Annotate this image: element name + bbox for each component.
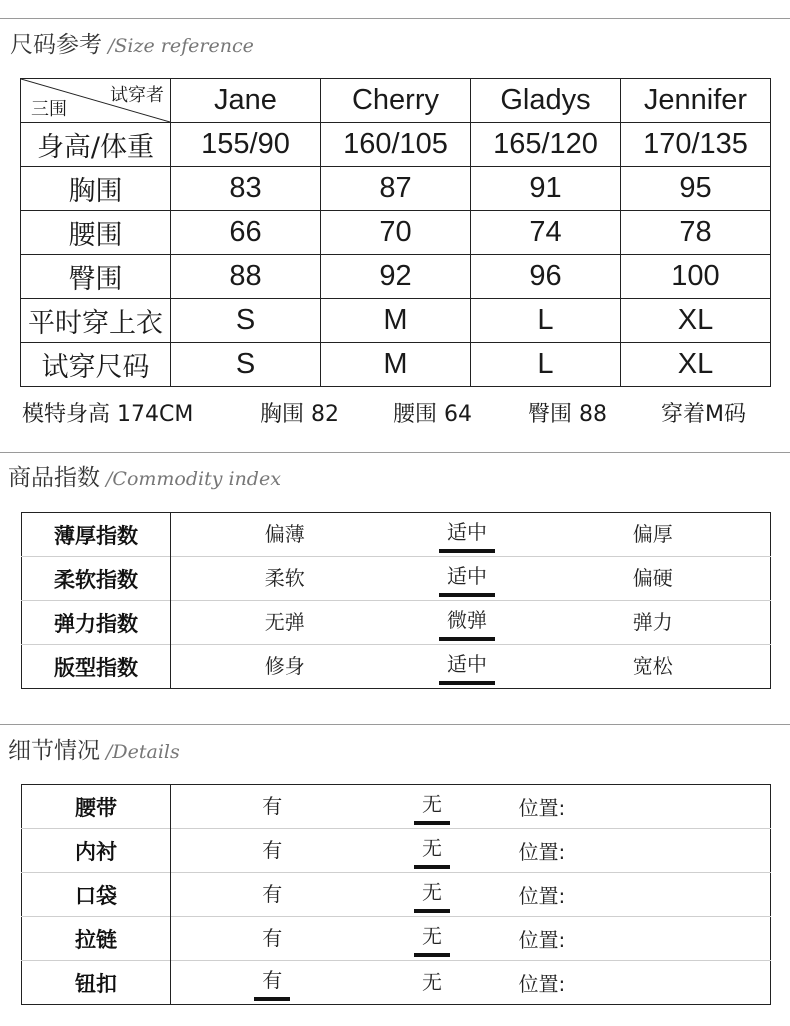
detail-position: 位置:	[491, 873, 771, 917]
model-hip: 臀围 88	[528, 402, 607, 427]
index-option: 偏厚	[632, 522, 673, 546]
table-cell: 78	[621, 211, 771, 255]
detail-position: 位置:	[518, 796, 566, 820]
size-table	[20, 78, 771, 387]
detail-label: 钮扣	[22, 961, 171, 1005]
commodity-index-table	[21, 512, 771, 689]
row-label: 腰围	[21, 211, 171, 255]
section-divider	[0, 18, 790, 19]
model-chest: 胸围 82	[260, 402, 339, 427]
row-label: 胸围	[21, 167, 171, 211]
corner-label-tester: 试穿者	[110, 85, 164, 105]
index-section-title-en: /Commodity index	[106, 468, 281, 490]
table-row	[21, 299, 771, 343]
table-cell: 95	[621, 167, 771, 211]
index-option: 偏薄	[264, 522, 305, 546]
column-header: Cherry	[321, 79, 471, 123]
detail-option-no-selected: 无	[414, 788, 450, 825]
index-option-selected: 适中	[439, 648, 495, 685]
size-section-title-cn: 尺码参考	[10, 32, 102, 58]
table-row	[22, 513, 771, 557]
detail-option-no-selected: 无	[414, 876, 450, 913]
detail-option-yes: 有	[262, 838, 283, 862]
detail-option-yes: 有	[262, 926, 283, 950]
column-header: Jane	[171, 79, 321, 123]
table-cell: L	[471, 299, 621, 343]
detail-option-no-selected: 无	[414, 920, 450, 957]
table-cell: 96	[471, 255, 621, 299]
details-table	[21, 784, 771, 1005]
row-label: 身高/体重	[21, 123, 171, 167]
table-cell: 170/135	[621, 123, 771, 167]
table-row	[21, 123, 771, 167]
detail-position: 位置:	[491, 917, 771, 961]
table-cell: XL	[621, 343, 771, 387]
details-section-title-cn: 细节情况	[8, 738, 100, 764]
table-cell: M	[321, 343, 471, 387]
table-cell: 70	[321, 211, 471, 255]
table-cell: 87	[321, 167, 471, 211]
model-waist: 腰围 64	[393, 402, 472, 427]
index-section-title-cn: 商品指数	[8, 465, 100, 491]
table-row	[21, 211, 771, 255]
detail-position: 位置:	[491, 961, 771, 1005]
table-cell: 165/120	[471, 123, 621, 167]
index-option-selected: 适中	[439, 516, 495, 553]
table-row	[22, 645, 771, 689]
index-option: 宽松	[632, 654, 673, 678]
table-row	[22, 961, 771, 1005]
index-section-title	[8, 459, 281, 492]
detail-label: 口袋	[22, 873, 171, 917]
row-label: 平时穿上衣	[21, 299, 171, 343]
table-cell: 66	[171, 211, 321, 255]
column-header: Jennifer	[621, 79, 771, 123]
index-option-selected: 微弹	[439, 604, 495, 641]
row-label: 试穿尺码	[21, 343, 171, 387]
table-row	[21, 255, 771, 299]
detail-label: 内衬	[22, 829, 171, 873]
table-cell: S	[171, 299, 321, 343]
table-row	[22, 917, 771, 961]
detail-option-yes: 有	[262, 882, 283, 906]
table-cell: 83	[171, 167, 321, 211]
table-row	[22, 785, 771, 829]
table-cell: 155/90	[171, 123, 321, 167]
detail-option-yes-selected: 有	[254, 964, 290, 1001]
column-header: Gladys	[471, 79, 621, 123]
index-option: 柔软	[264, 566, 305, 590]
table-cell: 91	[471, 167, 621, 211]
table-row	[21, 343, 771, 387]
corner-label-measurements: 三围	[31, 99, 67, 119]
size-section-title-en: /Size reference	[108, 35, 254, 57]
row-label: 臀围	[21, 255, 171, 299]
table-cell: M	[321, 299, 471, 343]
index-option: 弹力	[632, 610, 673, 634]
detail-position: 位置:	[491, 829, 771, 873]
table-cell: 92	[321, 255, 471, 299]
section-divider	[0, 724, 790, 725]
table-row	[22, 873, 771, 917]
table-cell: 74	[471, 211, 621, 255]
table-row	[22, 829, 771, 873]
model-size: 穿着M码	[661, 402, 746, 427]
table-row	[22, 601, 771, 645]
index-label: 柔软指数	[22, 557, 171, 601]
model-info	[20, 397, 770, 427]
index-label: 薄厚指数	[22, 513, 171, 557]
size-section-title	[10, 26, 254, 59]
details-section-title-en: /Details	[106, 741, 180, 763]
index-option: 无弹	[264, 610, 305, 634]
table-cell: XL	[621, 299, 771, 343]
index-option-selected: 适中	[439, 560, 495, 597]
detail-label: 腰带	[22, 785, 171, 829]
detail-label: 拉链	[22, 917, 171, 961]
details-section-title	[8, 732, 180, 765]
table-cell: 160/105	[321, 123, 471, 167]
detail-option-no-selected: 无	[414, 832, 450, 869]
table-cell: S	[171, 343, 321, 387]
model-height: 模特身高 174CM	[22, 402, 194, 427]
table-row	[22, 557, 771, 601]
table-cell: 100	[621, 255, 771, 299]
detail-option-yes: 有	[262, 794, 283, 818]
index-label: 弹力指数	[22, 601, 171, 645]
detail-option-no: 无	[422, 970, 442, 994]
section-divider	[0, 452, 790, 453]
table-row	[21, 167, 771, 211]
size-table-header-row	[21, 79, 771, 123]
index-option: 偏硬	[632, 566, 673, 590]
table-cell: 88	[171, 255, 321, 299]
size-table-corner-cell	[21, 79, 171, 123]
table-cell: L	[471, 343, 621, 387]
index-option: 修身	[264, 654, 305, 678]
index-label: 版型指数	[22, 645, 171, 689]
